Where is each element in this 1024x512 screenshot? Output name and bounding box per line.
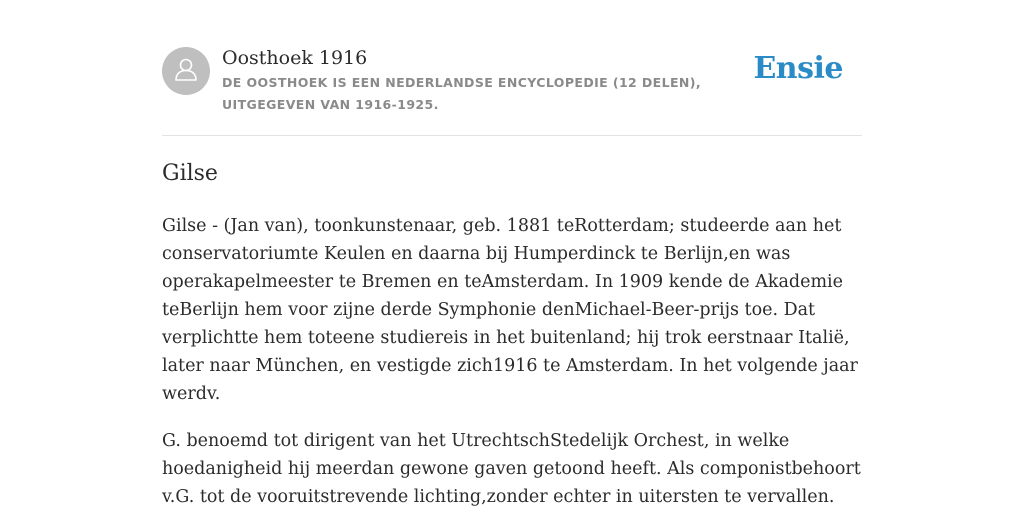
brand-logo[interactable]: Ensie: [753, 51, 843, 86]
article-paragraph: G. benoemd tot dirigent van het UtrechtschStedelijk Orchest, in welke hoedanigheid hij meerdan gewone gaven getoond heeft. Als componistbehoort v.G. tot de vooruitstrevende lichting,zonder echter in uitersten te vervallen.: [162, 431, 861, 507]
source-title[interactable]: Oosthoek 1916: [222, 47, 368, 69]
article-body: [162, 212, 862, 512]
divider: [162, 135, 862, 136]
avatar: [162, 47, 210, 95]
source-header: [162, 44, 862, 134]
article-paragraph: Gilse - (Jan van), toonkunstenaar, geb. 1881 teRotterdam; studeerde aan het conservatoriumte Keulen en daarna bij Humperdinck te Berlijn,en was operakapelmeester te Bremen en teAmsterdam. In 1909 kende de Akademie teBerlijn hem voor zijne derde Symphonie denMichael-Beer-prijs toe. Dat verplichtte hem toteene studiereis in het buitenland; hij trok eerstnaar Italië, later naar München, en vestigde zich1916 te Amsterdam. In het volgende jaar werdv.: [162, 216, 858, 404]
article-title: Gilse: [162, 161, 218, 186]
source-description: DE OOSTHOEK IS EEN NEDERLANDSE ENCYCLOPEDIE (12 DELEN), UITGEGEVEN VAN 1916-1925.: [222, 75, 702, 112]
user-icon: [172, 55, 200, 88]
